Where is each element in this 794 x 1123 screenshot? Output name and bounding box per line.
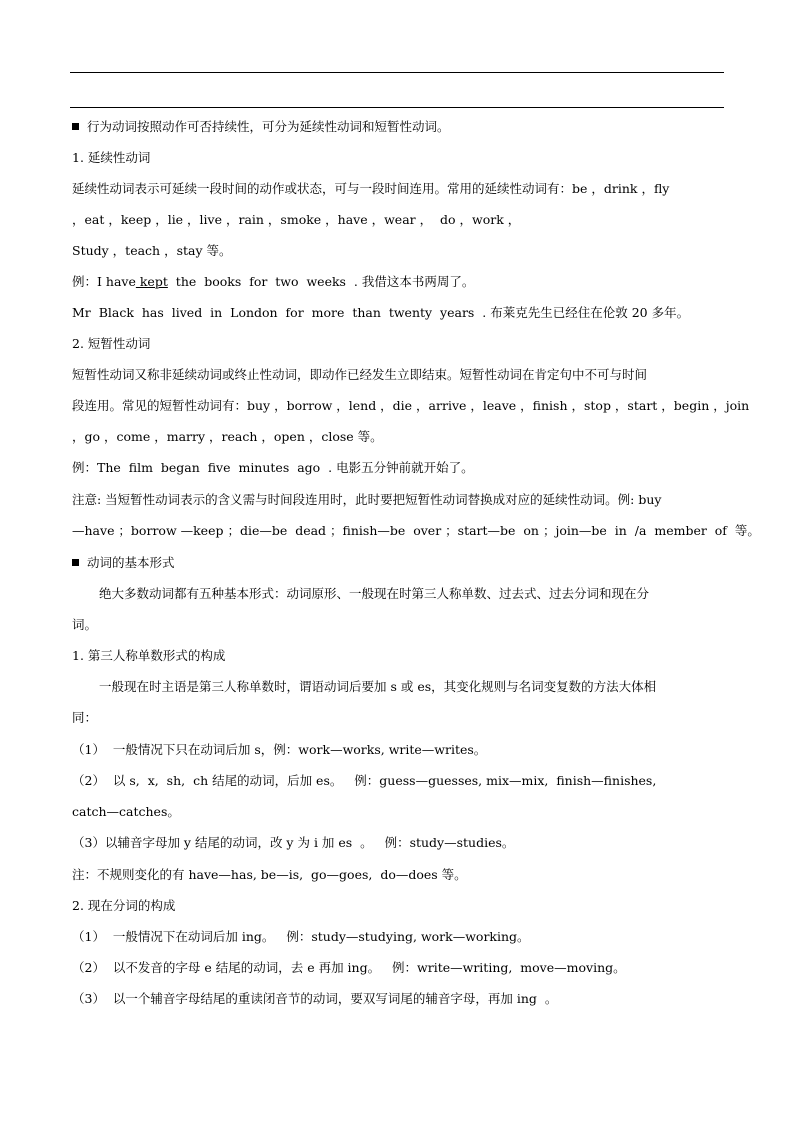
paragraph-line: Study ，teach ，stay 等。 [72,243,232,258]
note-line: 注：不规则变化的有 have—has, be—is, go—goes, do—does 等。 [72,867,467,882]
subheading-third-person: 1. 第三人称单数形式的构成 [72,648,226,663]
rule-line: （3） 以一个辅音字母结尾的重读闭音节的动词，要双写词尾的辅音字母，再加 ing 。 [72,991,558,1006]
paragraph-line: 短暂性动词又称非延续动词或终止性动词，即动作已经发生立即结束。短暂性动词在肯定句中不可与时间 [72,367,648,382]
example-line: 例：The film began five minutes ago . 电影五分钟前就开始了。 [72,460,474,475]
paragraph-line: 段连用。常见的短暂性动词有：buy ，borrow ，lend ，die ，arrive ，leave ，finish ，stop ，start ，begin ，join [72,398,750,413]
subheading-present-participle: 2. 现在分词的构成 [72,898,176,913]
paragraph-line: 词。 [72,617,98,632]
header-rule-bottom [70,107,724,108]
rule-line: （1） 一般情况下在动词后加 ing。 例：study—studying, work—working。 [72,929,530,944]
square-bullet-icon [72,559,79,566]
square-bullet-icon [72,123,79,130]
rule-line: （2） 以不发音的字母 e 结尾的动词，去 e 再加 ing。 例：write—writing, move—moving。 [72,960,626,975]
paragraph-line: ，eat ，keep ，lie ，live ，rain ，smoke ，have ，wear ， do ，work ， [72,212,521,227]
section-heading-basic-forms: 动词的基本形式 [72,555,175,571]
paragraph-line: 绝大多数动词都有五种基本形式：动词原形、一般现在时第三人称单数、过去式、过去分词和现在分 [99,586,650,601]
subheading-momentary-verbs: 2. 短暂性动词 [72,336,151,351]
paragraph-line: 同： [72,710,98,725]
rule-line: （3）以辅音字母加 y 结尾的动词，改 y 为 i 加 es 。 例：study—studies。 [72,835,515,850]
section-heading-verb-types: 行为动词按照动作可否持续性，可分为延续性动词和短暂性动词。 [72,119,450,135]
rule-line: catch—catches。 [72,804,180,819]
paragraph-line: 一般现在时主语是第三人称单数时，谓语动词后要加 s 或 es，其变化规则与名词变复数的方法大体相 [99,679,657,694]
example-line: Mr Black has lived in London for more than twenty years . 布莱克先生已经住在伦敦 20 多年。 [72,305,690,320]
subheading-continuous-verbs: 1. 延续性动词 [72,150,151,165]
paragraph-line: 延续性动词表示可延续一段时间的动作或状态，可与一段时间连用。常用的延续性动词有：be ，drink ，fly [72,181,670,196]
paragraph-line: ，go ，come ，marry ，reach ，open ，close 等。 [72,429,383,444]
rule-line: （2） 以 s, x, sh, ch 结尾的动词，后加 es。 例：guess—guesses, mix—mix, finish—finishes, [72,773,657,788]
rule-line: （1） 一般情况下只在动词后加 s，例：work—works, write—writes。 [72,742,487,757]
header-rule-top [70,72,724,73]
example-line: 例：I have kept the books for two weeks . 我借这本书两周了。 [72,274,475,289]
note-line: 注意: 当短暂性动词表示的含义需与时间段连用时，此时要把短暂性动词替换成对应的延续性动词。例: buy [72,492,662,507]
note-line: —have ；borrow —keep ；die—be dead ；finish—be over ；start—be on ；join—be in /a member of 等。 [72,523,760,538]
